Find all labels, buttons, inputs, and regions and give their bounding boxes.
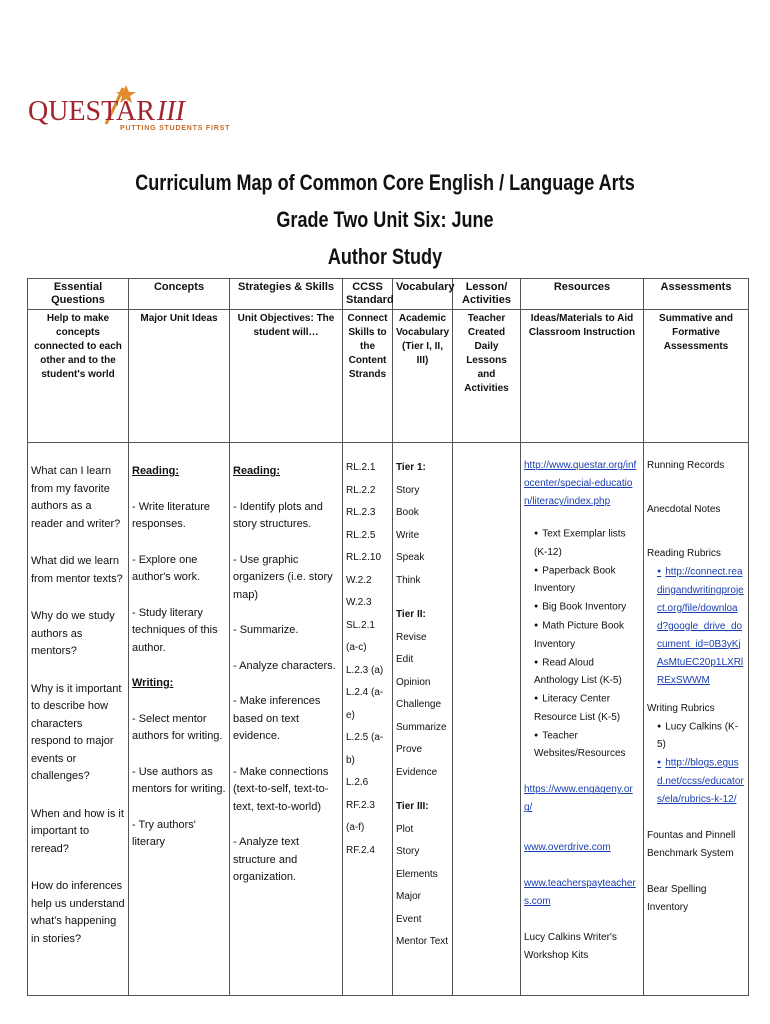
concept-item: - Use authors as mentors for writing.: [132, 765, 226, 795]
concept-item: - Write literature responses.: [132, 500, 211, 530]
tier2-heading: Tier II:: [396, 609, 426, 620]
vocab-word: Book: [396, 507, 419, 518]
question: Why do we study authors as mentors?: [31, 610, 115, 657]
lesson-cell: [453, 443, 521, 996]
resource-item: ● Read Aloud Anthology List (K-5): [534, 654, 640, 691]
resource-item: ● Teacher Websites/Resources: [534, 727, 640, 764]
strategies-heading: Reading:: [233, 465, 281, 477]
ccss-code: W.2.2: [346, 574, 372, 586]
strategy-item: - Identify plots and story structures.: [233, 500, 323, 530]
logo-tagline: PUTTING STUDENTS FIRST: [120, 125, 231, 132]
vocab-word: Write: [396, 529, 420, 541]
assessment-anecdotal-notes: Anecdotal Notes: [647, 504, 721, 515]
resource-item: ● Math Picture Book Inventory: [534, 617, 640, 654]
concept-item: - Explore one author's work.: [132, 553, 201, 583]
ccss-code: RF.2.3 (a-f): [346, 799, 375, 833]
header-resources: Resources: [521, 279, 644, 310]
resource-item: ● Literacy Center Resource List (K-5): [534, 690, 640, 727]
ccss-code: SL.2.1 (a-c): [346, 619, 375, 653]
tier3-heading: Tier III:: [396, 801, 429, 812]
question: What did we learn from mentor texts?: [31, 555, 123, 585]
ccss-code: RL.2.3: [346, 507, 376, 518]
subheader-row: [28, 310, 749, 443]
strategy-item: - Make inferences based on text evidence.: [233, 695, 321, 742]
header-assessments: Assessments: [644, 279, 749, 310]
subheader-assessments: Summative and Formative Assessments: [644, 310, 749, 443]
content-row: [28, 443, 749, 996]
reading-rubric-link[interactable]: ● http://connect.readingandwritingproject.org/file/download?google_drive_document_id=0B3yKjAsMtuEC20p1LXRlRExSWWM: [657, 563, 745, 690]
concept-item: - Select mentor authors for writing.: [132, 712, 223, 742]
vocab-word: Mentor Text: [396, 936, 449, 947]
question: How do inferences help us understand what's happening in stories?: [31, 880, 125, 945]
concepts-reading-heading: Reading:: [132, 465, 180, 477]
vocab-word: Opinion: [396, 676, 431, 688]
subheader-questions: Help to make concepts connected to each other and to the student's world: [28, 310, 129, 443]
header-row: [28, 279, 749, 310]
teacherspayteachers-link[interactable]: www.teacherspayteachers.com: [524, 878, 636, 908]
assessments-cell: [644, 443, 749, 996]
assessment-writing-rubrics: Writing Rubrics: [647, 702, 715, 714]
writing-rubric-item: ● Lucy Calkins (K-5): [657, 718, 745, 755]
vocab-word: Challenge: [396, 699, 442, 710]
title-line-1: Curriculum Map of Common Core English / Language Arts: [135, 170, 635, 195]
strategies-cell: [230, 443, 343, 996]
overdrive-link[interactable]: www.overdrive.com: [524, 842, 611, 854]
vocab-word: Story Elements: [396, 846, 438, 880]
ccss-code: RF.2.4: [346, 844, 375, 856]
questions-cell: [28, 443, 129, 996]
vocab-word: Story: [396, 484, 420, 496]
vocab-word: Think: [396, 574, 421, 586]
strategy-item: - Analyze text structure and organization.: [233, 836, 300, 883]
header-lesson: Lesson/ Activities: [453, 279, 521, 310]
question: When and how is it important to reread?: [31, 807, 124, 855]
engageny-link[interactable]: https://www.engageny.org/: [524, 784, 633, 814]
concepts-cell: [129, 443, 230, 996]
curriculum-table: [27, 278, 749, 996]
concept-item: - Study literary techniques of this author.: [132, 606, 218, 654]
vocab-word: Summarize: [396, 721, 447, 733]
ccss-code: RL.2.10: [346, 552, 382, 563]
vocabulary-cell: [393, 443, 453, 996]
tier1-heading: Tier 1:: [396, 462, 426, 473]
resources-cell: [521, 443, 644, 996]
concepts-writing-heading: Writing:: [132, 677, 174, 689]
header-ccss: CCSS Standard: [343, 279, 393, 310]
vocab-word: Revise: [396, 631, 427, 643]
ccss-code: L.2.6: [346, 777, 369, 788]
question: Why is it important to describe how characters respond to major events or challenges?: [31, 682, 122, 782]
vocab-word: Major Event: [396, 891, 422, 925]
vocab-word: Speak: [396, 552, 425, 563]
ccss-code: RL.2.2: [346, 484, 376, 496]
subheader-concepts: Major Unit Ideas: [129, 310, 230, 443]
ccss-code: RL.2.1: [346, 462, 376, 473]
title-line-2: Grade Two Unit Six: June: [276, 207, 494, 232]
assessment-running-records: Running Records: [647, 460, 725, 471]
writing-rubric-link[interactable]: ● http://blogs.egusd.net/ccss/educators/ela/rubrics-k-12/: [657, 754, 745, 809]
ccss-code: L.2.5 (a-b): [346, 732, 384, 766]
strategy-item: - Use graphic organizers (i.e. story map): [233, 553, 333, 601]
header-strategies: Strategies & Skills: [230, 279, 343, 310]
concept-item: - Try authors' literary: [132, 818, 196, 848]
question: What can I learn from my favorite authors as a reader and writer?: [31, 465, 121, 530]
assessment-bear-spelling: Bear Spelling Inventory: [647, 883, 707, 913]
resource-item: ● Text Exemplar lists (K-12): [534, 525, 640, 562]
strategy-item: - Make connections (text-to-self, text-to-text, text-to-world): [233, 765, 329, 813]
writers-workshop-kits: Lucy Calkins Writer's Workshop Kits: [524, 932, 617, 962]
vocab-word: Prove: [396, 744, 423, 755]
ccss-code: L.2.3 (a): [346, 664, 384, 676]
vocab-word: Plot: [396, 823, 414, 835]
header-vocabulary: Vocabulary: [393, 279, 453, 310]
header-essential-questions: Essential Questions: [28, 279, 129, 310]
vocab-word: Edit: [396, 654, 414, 665]
assessment-fountas-pinnell: Fountas and Pinnell Benchmark System: [647, 829, 736, 859]
questar-logo: [28, 80, 268, 140]
strategy-item: - Summarize.: [233, 624, 299, 636]
subheader-ccss: Connect Skills to the Content Strands: [343, 310, 393, 443]
vocab-word: Evidence: [396, 766, 438, 778]
reading-rubric-list: [647, 563, 745, 690]
resource-item: ● Paperback Book Inventory: [534, 562, 640, 599]
subheader-lesson: Teacher Created Daily Lessons and Activities: [453, 310, 521, 443]
writing-rubric-list: [647, 718, 745, 809]
resource-item: ● Big Book Inventory: [534, 598, 640, 617]
strategy-item: - Analyze characters.: [233, 659, 336, 672]
header-concepts: Concepts: [129, 279, 230, 310]
ccss-code: L.2.4 (a-e): [346, 687, 384, 721]
ccss-code: RL.2.5: [346, 529, 376, 541]
ccss-code: W.2.3: [346, 597, 372, 608]
questar-link[interactable]: http://www.questar.org/infocenter/special-education/literacy/index.php: [524, 460, 637, 507]
assessment-reading-rubrics: Reading Rubrics: [647, 548, 721, 559]
subheader-vocabulary: Academic Vocabulary (Tier I, II, III): [393, 310, 453, 443]
logo-wordmark: QUESTARIII: [28, 96, 185, 127]
subheader-resources: Ideas/Materials to Aid Classroom Instruction: [521, 310, 644, 443]
subheader-strategies: Unit Objectives: The student will…: [230, 310, 343, 443]
title-line-3: Author Study: [327, 244, 443, 269]
ccss-cell: [343, 443, 393, 996]
resource-list: [524, 525, 640, 763]
